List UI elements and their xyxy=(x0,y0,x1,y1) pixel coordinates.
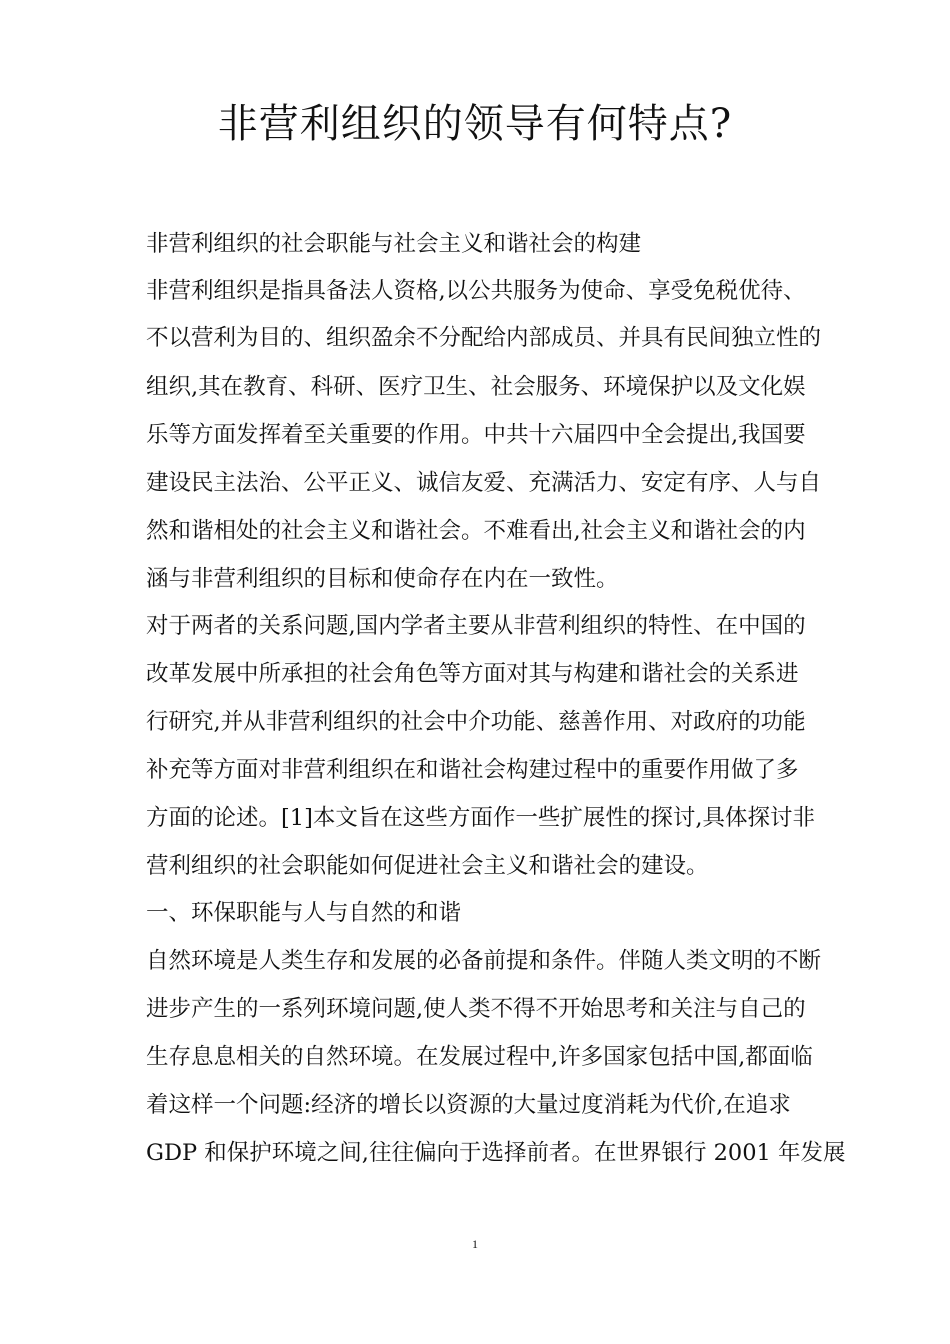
text-line: 组织,其在教育、科研、医疗卫生、社会服务、环境保护以及文化娱 xyxy=(146,374,806,400)
text-line: 涵与非营利组织的目标和使命存在内在一致性。 xyxy=(146,566,619,592)
text-line: 营利组织的社会职能如何促进社会主义和谐社会的建设。 xyxy=(146,853,709,879)
text-line: 非营利组织是指具备法人资格,以公共服务为使命、享受免税优待、 xyxy=(146,278,806,304)
text-line: GDP 和保护环境之间,往往偏向于选择前者。在世界银行 2001 年发展 xyxy=(146,1140,846,1166)
text-line: 生存息息相关的自然环境。在发展过程中,许多国家包括中国,都面临 xyxy=(146,1044,813,1070)
document-title: 非营利组织的领导有何特点? xyxy=(217,101,733,147)
page-number: 1 xyxy=(472,1237,478,1251)
text-line: 然和谐相处的社会主义和谐社会。不难看出,社会主义和谐社会的内 xyxy=(146,518,806,544)
text-line: 行研究,并从非营利组织的社会中介功能、慈善作用、对政府的功能 xyxy=(146,709,806,735)
text-line: 进步产生的一系列环境问题,使人类不得不开始思考和关注与自己的 xyxy=(146,996,806,1022)
section-heading: 非营利组织的社会职能与社会主义和谐社会的构建 xyxy=(146,231,642,257)
section-heading: 一、环保职能与人与自然的和谐 xyxy=(146,900,462,926)
text-line: 建设民主法治、公平正义、诚信友爱、充满活力、安定有序、人与自 xyxy=(146,470,822,496)
text-line: 着这样一个问题:经济的增长以资源的大量过度消耗为代价,在追求 xyxy=(146,1092,791,1118)
text-line: 方面的论述。[1]本文旨在这些方面作一些扩展性的探讨,具体探讨非 xyxy=(146,805,816,831)
text-line: 不以营利为目的、组织盈余不分配给内部成员、并具有民间独立性的 xyxy=(146,325,822,351)
text-line: 改革发展中所承担的社会角色等方面对其与构建和谐社会的关系进 xyxy=(146,661,799,687)
text-line: 自然环境是人类生存和发展的必备前提和条件。伴随人类文明的不断 xyxy=(146,948,822,974)
text-line: 对于两者的关系问题,国内学者主要从非营利组织的特性、在中国的 xyxy=(146,613,806,639)
text-line: 补充等方面对非营利组织在和谐社会构建过程中的重要作用做了多 xyxy=(146,757,799,783)
text-line: 乐等方面发挥着至关重要的作用。中共十六届四中全会提出,我国要 xyxy=(146,422,806,448)
